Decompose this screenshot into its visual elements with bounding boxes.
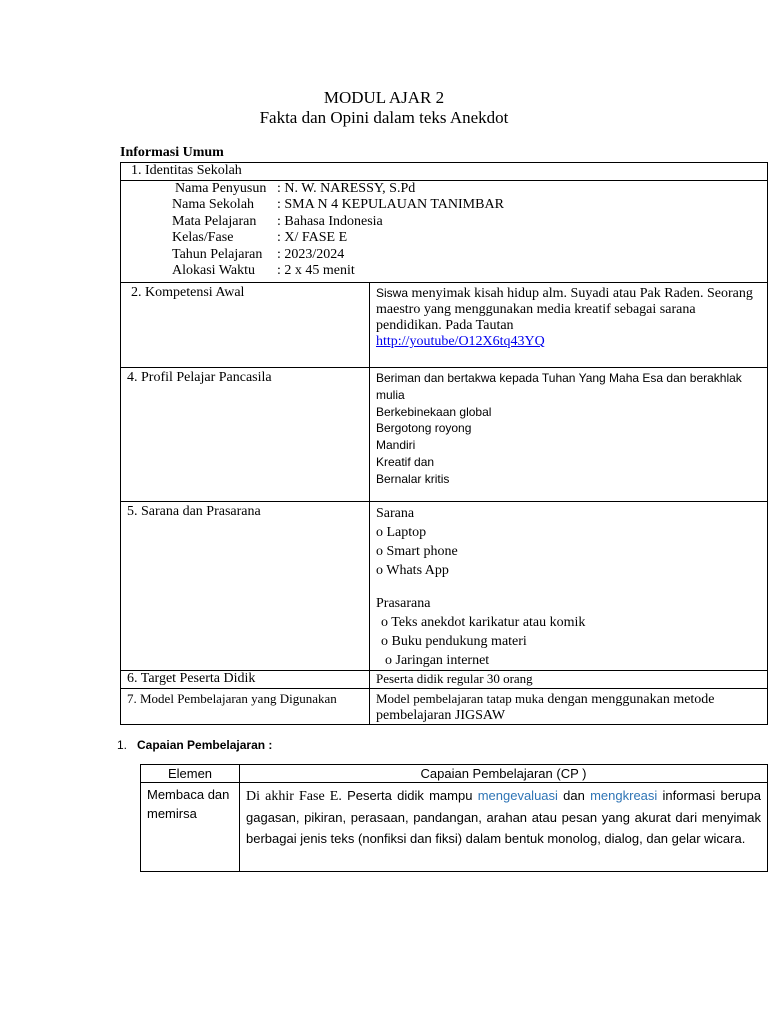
profile-item: Berkebinekaan global [376, 404, 492, 419]
capaian-elemen: Membaca dan memirsa [141, 783, 240, 872]
prasarana-item: o Teks anekdot karikatur atau komik [381, 615, 586, 630]
profile-item: Mandiri [376, 438, 416, 453]
identity-heading-cell [121, 163, 768, 181]
identity-row [167, 214, 761, 230]
identity-value: : X/ FASE E [277, 230, 348, 246]
capaian-number: 1. [117, 738, 128, 752]
identity-row [167, 247, 761, 263]
competence-label-cell [121, 283, 370, 368]
identity-value: : 2023/2024 [277, 246, 345, 262]
sarana-title: Sarana [376, 506, 415, 521]
profile-label: 4. Profil Pelajar Pancasila [127, 370, 272, 385]
sarana-item: o Smart phone [376, 544, 458, 559]
capaian-heading-line [117, 738, 272, 752]
capaian-col-cp: Capaian Pembelajaran (CP ) [240, 765, 768, 783]
identity-key: Kelas/Fase [172, 230, 234, 246]
capaian-content [240, 783, 768, 872]
document-subtitle: Fakta dan Opini dalam teks Anekdot [259, 108, 509, 127]
identity-row [167, 263, 761, 279]
facilities-content [370, 502, 768, 671]
competence-text: menyimak kisah hidup alm. Suyadi atau Pak Raden. Seorang maestro yang menggunakan media kreatif sebagai sarana pendidikan. Pada Tautan [376, 286, 753, 333]
capaian-col-elemen: Elemen [141, 765, 240, 783]
profile-item: Beriman dan bertakwa kepada Tuhan Yang Maha Esa dan berakhlak mulia [376, 371, 742, 402]
identity-key: Mata Pelajaran [172, 213, 257, 229]
capaian-text: dan [557, 788, 591, 803]
highlight-mengevaluasi: mengevaluasi [477, 788, 558, 803]
document-title: MODUL AJAR 2 [323, 88, 445, 107]
model-value-a: Model pembelajaran tatap muka [376, 691, 544, 706]
sarana-item: o Laptop [376, 525, 427, 540]
capaian-text: Peserta didik mampu [341, 788, 478, 803]
model-content [370, 689, 768, 725]
profile-item: Bergotong royong [376, 421, 472, 436]
identity-row [167, 181, 761, 197]
target-value: Peserta didik regular 30 orang [376, 671, 533, 686]
identity-row [167, 230, 761, 246]
target-label-cell [121, 671, 370, 689]
model-label: 7. Model Pembelajaran yang Digunakan [127, 691, 337, 706]
prasarana-list [376, 613, 761, 670]
competence-lead: Siswa [376, 286, 409, 300]
capaian-text: informasi berupa gagasan, pikiran, perasaan, pandangan, arahan atau pesan yang akurat dari menyimak berbagai jenis teks (nonfiksi dan fiksi) dalam bentuk monolog, dialog, dan gelar wicara. [246, 788, 761, 846]
prasarana-item: o Buku pendukung materi [381, 634, 527, 649]
facilities-label-cell [121, 502, 370, 671]
highlight-mengkreasi: mengkreasi [590, 788, 658, 803]
prasarana-item: o Jaringan internet [385, 653, 490, 668]
profile-content [370, 368, 768, 502]
target-label: 6. Target Peserta Didik [127, 671, 256, 686]
youtube-link[interactable]: http://youtube/O12X6tq43YQ [376, 334, 545, 349]
prasarana-title: Prasarana [376, 596, 431, 611]
target-content [370, 671, 768, 689]
competence-content [370, 283, 768, 368]
capaian-lead: Di akhir Fase E. [246, 789, 342, 804]
identity-value: : 2 x 45 menit [277, 263, 355, 279]
competence-label: 2. Kompetensi Awal [131, 285, 245, 300]
capaian-table [140, 764, 768, 872]
profile-item: Kreatif dan [376, 454, 435, 469]
facilities-label: 5. Sarana dan Prasarana [127, 504, 261, 519]
identity-key: Alokasi Waktu [172, 263, 255, 279]
identity-key: Tahun Pelajaran [172, 246, 263, 262]
identity-value: : Bahasa Indonesia [277, 213, 383, 229]
capaian-heading: Capaian Pembelajaran : [137, 738, 273, 752]
identity-row [167, 197, 761, 213]
model-label-cell [121, 689, 370, 725]
profile-item: Bernalar kritis [376, 471, 450, 486]
identity-value: : N. W. NARESSY, S.Pd [277, 181, 416, 196]
sarana-list [376, 523, 761, 580]
identity-heading: 1. Identitas Sekolah [131, 163, 242, 178]
identity-value: : SMA N 4 KEPULAUAN TANIMBAR [277, 197, 504, 213]
section-heading: Informasi Umum [120, 145, 224, 160]
identity-details [121, 181, 768, 283]
sarana-item: o Whats App [376, 563, 449, 578]
identity-key: Nama Sekolah [172, 197, 255, 213]
model-value-b: dengan menggunakan metode pembelajaran JIGSAW [376, 692, 715, 723]
identity-key: Nama Penyusun [175, 181, 267, 196]
profile-label-cell [121, 368, 370, 502]
general-info-table [120, 162, 768, 725]
